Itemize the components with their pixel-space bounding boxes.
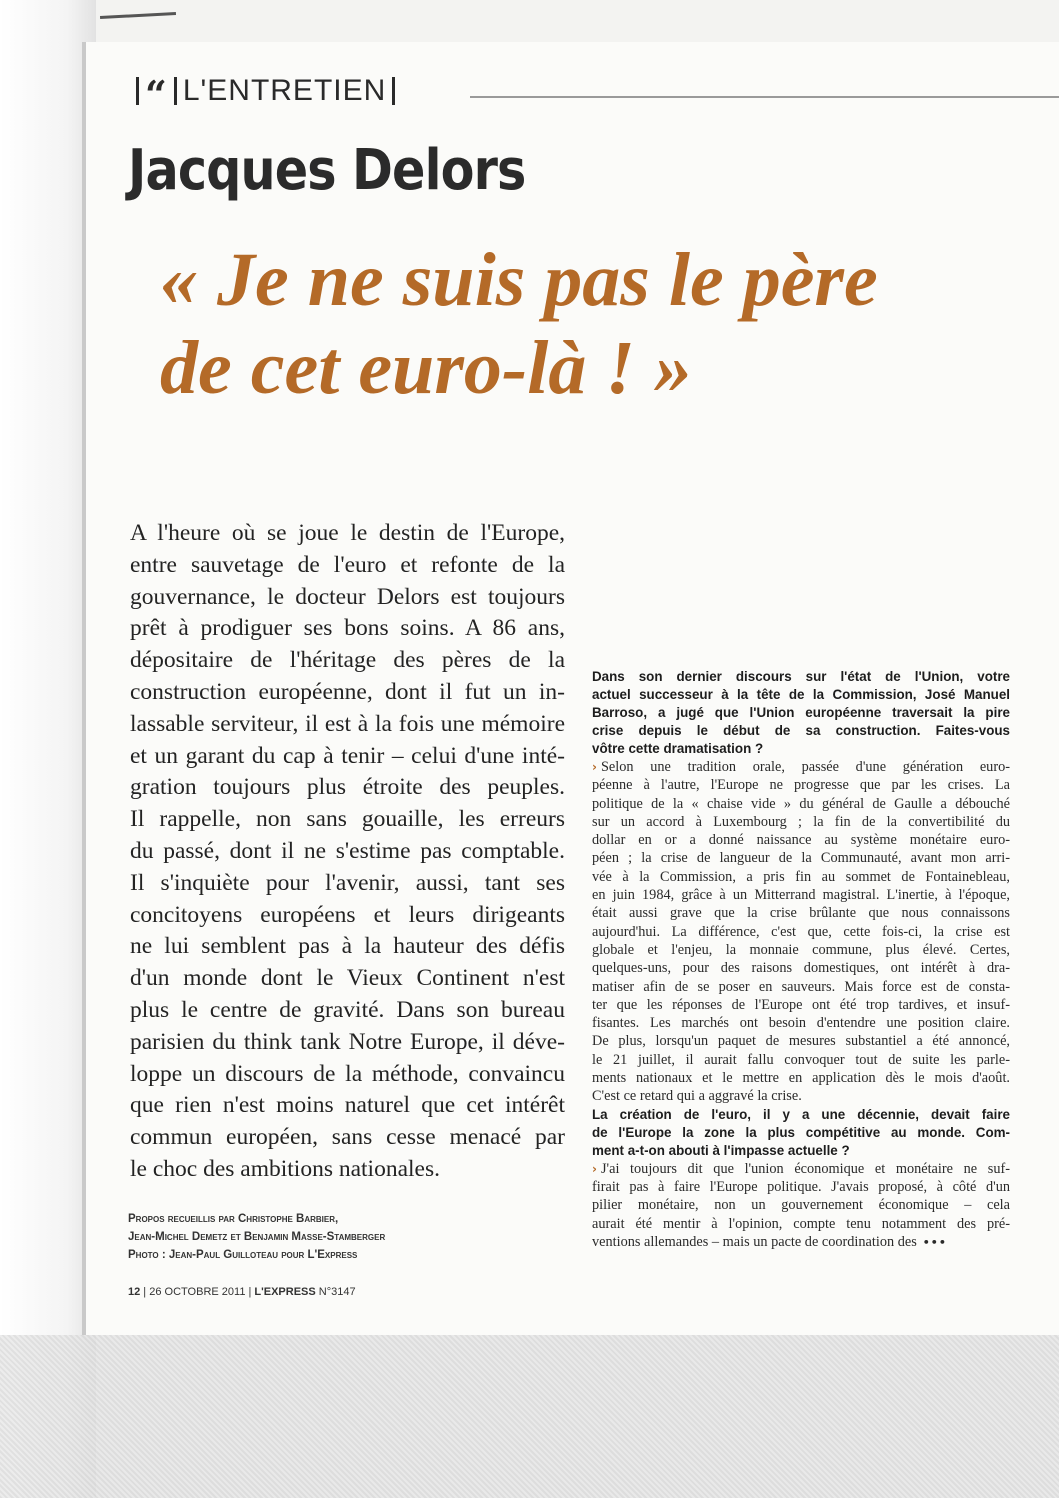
answer-line: › J'ai toujours dit que l'union économique et monétaire ne suf- bbox=[592, 1160, 1010, 1177]
answer-line: C'est ce retard qui a aggravé la crise. bbox=[592, 1088, 802, 1105]
chapo-line: gouvernance, le docteur Delors est toujours bbox=[130, 583, 565, 610]
chapo-line: entre sauvetage de l'euro et refonte de la bbox=[130, 551, 565, 578]
scan-margin-left bbox=[0, 0, 96, 1498]
answer-line: quelques-uns, pour des raisons domestiques, ont intérêt à dra- bbox=[592, 960, 1010, 977]
quote-line: « Je ne suis pas le père bbox=[160, 238, 878, 322]
issue-number: N°3147 bbox=[318, 1286, 356, 1298]
question-line: La création de l'euro, il y a une décennie, devait faire bbox=[592, 1106, 1010, 1122]
question-line: ment a-t-on abouti à l'impasse actuelle ? bbox=[592, 1142, 850, 1158]
answer-line: en juin 1984, grâce à un Mitterrand magistral. L'inertie, à l'époque, bbox=[592, 887, 1010, 904]
answer-line: matiser afin de se poser en sauveurs. Mais force est de consta- bbox=[592, 978, 1010, 995]
answer-line: péenne à l'autre, l'Europe ne progresse que par les crises. La bbox=[592, 777, 1010, 794]
quote-headline bbox=[160, 236, 1040, 412]
credit-line: Jean-Michel Demetz et Benjamin Masse-Stamberger bbox=[128, 1231, 386, 1243]
answer-line: globale et l'enjeu, la monnaie commune, plus élevé. Certes, bbox=[592, 941, 1010, 958]
answer-line: sur un accord à Luxembourg ; la fin de la convertibilité du bbox=[592, 813, 1010, 830]
chapo-line: loppe un discours de la méthode, convaincu bbox=[130, 1060, 565, 1087]
credit-line: Propos recueillis par Christophe Barbier, bbox=[128, 1213, 339, 1225]
answer-block bbox=[592, 1160, 1010, 1252]
question-line: actuel successeur à la tête de la Commission, José Manuel bbox=[592, 687, 1010, 702]
answer-line: ventions allemandes – mais un pacte de coordination des ••• bbox=[592, 1233, 947, 1250]
answer-line: politique de la « chaise vide » du général de Gaulle a débouché bbox=[592, 795, 1010, 812]
chapo-line: lassable serviteur, il est à la fois une mémoire bbox=[130, 710, 565, 737]
answer-line: ter que les réponses de l'Europe ont été trop tardives, et insuf- bbox=[592, 996, 1010, 1013]
article-title: Jacques Delors bbox=[128, 138, 526, 203]
chapo-line: parisien du think tank Notre Europe, il déve- bbox=[130, 1028, 565, 1055]
chevron-right-icon: › bbox=[592, 760, 597, 774]
answer-line: › Selon une tradition orale, passée d'une génération euro- bbox=[592, 759, 1010, 775]
chapo-line: commun européen, sans cesse menacé par bbox=[130, 1124, 565, 1151]
answer-line: De plus, lorsqu'un paquet de mesures substantiel a été annoncé, bbox=[592, 1033, 1010, 1050]
chapo-line: A l'heure où se joue le destin de l'Europe, bbox=[130, 520, 565, 546]
quote-icon: “ bbox=[145, 72, 168, 117]
more-dots-icon: ••• bbox=[922, 1235, 947, 1249]
question-line: vôtre cette dramatisation ? bbox=[592, 741, 764, 756]
chapo-line: que rien n'est moins naturel que cet intérêt bbox=[130, 1092, 565, 1119]
answer-line: ments nationaux et le mettre en application dès le mois d'août. bbox=[592, 1070, 1010, 1087]
answer-line: aurait été mentir à l'opinion, compte tenu notamment des pré- bbox=[592, 1215, 1010, 1232]
answer-line: firait pas à faire l'Europe politique. J'avais proposé, à côté d'un bbox=[592, 1178, 1010, 1195]
chapo-line: prêt à prodiguer ses bons soins. A 86 ans, bbox=[130, 615, 565, 642]
rubric-bar bbox=[392, 77, 395, 105]
chapo-line: construction européenne, dont il fut un in- bbox=[130, 678, 565, 705]
answer-line: aujourd'hui. La différence, c'est que, cette fois-ci, la crise est bbox=[592, 923, 1010, 940]
chapo-line: d'un monde dont le Vieux Continent n'est bbox=[130, 965, 565, 992]
interview-column bbox=[592, 668, 1010, 1252]
chapo-line: concitoyens européens et leurs dirigeants bbox=[130, 901, 565, 928]
magazine-name: L'EXPRESS bbox=[254, 1286, 316, 1298]
rubric-rule bbox=[470, 96, 1059, 98]
answer-line: fisantes. Les marchés ont besoin d'entendre une position claire. bbox=[592, 1015, 1010, 1032]
chapo-line: ne lui semblent pas à la hauteur des défis bbox=[130, 933, 565, 960]
chapo-line: dépositaire de l'héritage des pères de la bbox=[130, 647, 565, 674]
question-line: Barroso, a jugé que l'Union européenne traversait la pire bbox=[592, 705, 1010, 720]
answer-line: pilier monétaire, non un gouvernement économique – cela bbox=[592, 1197, 1010, 1214]
question-block bbox=[592, 1106, 1010, 1160]
rubric-bar bbox=[136, 77, 139, 105]
answer-block bbox=[592, 758, 1010, 1106]
scan-margin-bottom bbox=[0, 1335, 1059, 1498]
chevron-right-icon: › bbox=[592, 1161, 597, 1176]
scan-mark bbox=[100, 12, 176, 19]
question-line: de l'Europe la zone la plus compétitive au monde. Com- bbox=[592, 1124, 1010, 1140]
answer-line: péen ; la crise de langueur de la Communauté, avant mon arri- bbox=[592, 850, 1010, 867]
answer-line: le 21 juillet, il aurait fallu convoquer tout de suite les parle- bbox=[592, 1051, 1010, 1068]
chapo-line: Il rappelle, non sans gouaille, les erreurs bbox=[130, 806, 565, 833]
quote-line: de cet euro-là ! » bbox=[160, 326, 692, 410]
chapo-line: le choc des ambitions nationales. bbox=[130, 1155, 440, 1182]
issue-date: 26 OCTOBRE 2011 bbox=[149, 1286, 246, 1298]
folio: 12 | 26 OCTOBRE 2011 | L'EXPRESS N°3147 bbox=[128, 1286, 356, 1298]
credit-line: Photo : Jean-Paul Guilloteau pour L'Express bbox=[128, 1249, 358, 1261]
chapo-line: plus le centre de gravité. Dans son bureau bbox=[130, 996, 565, 1023]
chapo-line: gration toujours plus étroite des peuples. bbox=[130, 774, 565, 801]
question-block bbox=[592, 668, 1010, 758]
answer-line: dollar en or a donné naissance au système monétaire euro- bbox=[592, 832, 1010, 849]
section-rubric bbox=[130, 72, 401, 117]
page-number: 12 bbox=[128, 1286, 141, 1298]
rubric-bar bbox=[174, 77, 177, 105]
rubric-label: L'ENTRETIEN bbox=[182, 74, 387, 107]
chapo-line: du passé, dont il ne s'estime pas comptable. bbox=[130, 837, 565, 864]
chapo-line: Il s'inquiète pour l'avenir, aussi, tant ses bbox=[130, 869, 565, 896]
question-line: Dans son dernier discours sur l'état de l'Union, votre bbox=[592, 669, 1010, 684]
credits bbox=[128, 1210, 548, 1264]
question-line: crise depuis le début de sa construction. Faites-vous bbox=[592, 723, 1010, 738]
answer-line: vée à la Commission, a pris fin au sommet de Fontainebleau, bbox=[592, 868, 1010, 885]
answer-line: était aussi grave que la crise brûlante que nous connaissons bbox=[592, 905, 1010, 922]
chapo-intro bbox=[130, 518, 565, 1186]
chapo-line: et un garant du cap à tenir – celui d'une inté- bbox=[130, 742, 565, 769]
